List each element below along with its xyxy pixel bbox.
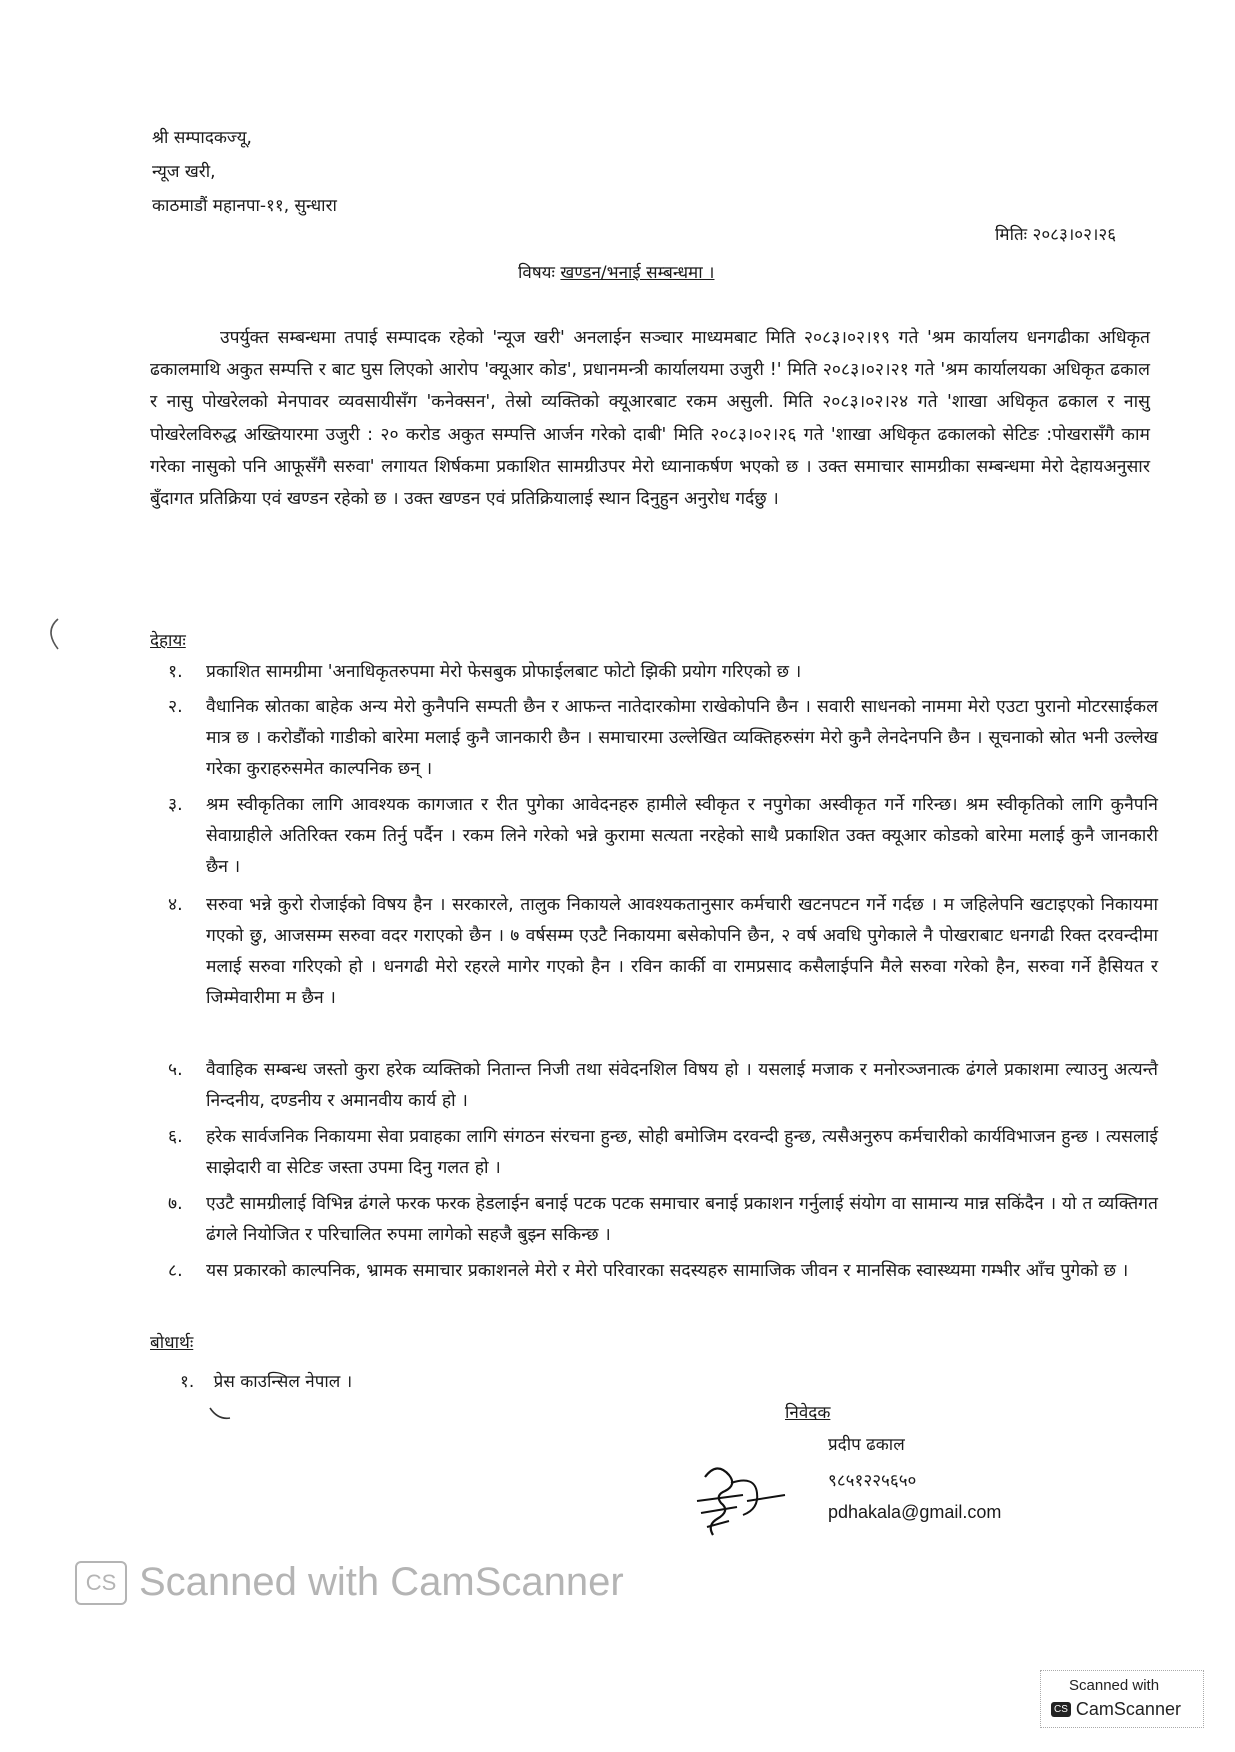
- signatory-name: प्रदीप ढकाल: [828, 1435, 905, 1455]
- camscanner-logo-icon: CS: [75, 1561, 127, 1605]
- address-line-1: श्री सम्पादकज्यू,: [152, 128, 252, 148]
- scan-bracket-mark: [42, 617, 62, 651]
- point-number: ५.: [168, 1060, 183, 1080]
- point-text: यस प्रकारको काल्पनिक, भ्रामक समाचार प्रकाशनले मेरो र मेरो परिवारका सदस्यहरु सामाजिक जीवन र मानसिक स्वास्थ्यमा गम्भीर आँच पुगेको छ ।: [206, 1261, 1129, 1281]
- point-item-1: [168, 657, 1158, 688]
- camscanner-watermark: [75, 1560, 624, 1605]
- address-line-3: काठमाडौं महानपा-११, सुन्धारा: [152, 196, 337, 216]
- point-number: २.: [168, 697, 183, 717]
- points-heading: देहायः: [150, 631, 186, 651]
- cc-number: १.: [180, 1372, 195, 1392]
- camscanner-badge-line2: CamScanner: [1075, 1699, 1181, 1719]
- intro-paragraph: उपर्युक्त सम्बन्धमा तपाई सम्पादक रहेको 'न्यूज खरी' अनलाईन सञ्चार माध्यमबाट मिति २०८३।०२।१९ गते 'श्रम कार्यालय धनगढीका अधिकृत ढकालमाथि अकुत सम्पत्ति र बाट घुस लिएको आरोप 'क्यूआर कोड', प्रधानमन्त्री कार्यालयमा उजुरी !' मिति २०८३।०२।२१ गते 'श्रम कार्यालयका अधिकृत ढकाल र नासु पोखरेलको मेनपावर व्यवसायीसँग 'कनेक्सन', तेस्रो व्यक्तिको क्यूआरबाट रकम असुली. मिति २०८३।०२।२४ गते 'शाखा अधिकृत ढकाल र नासु पोखरेलविरुद्ध अख्तियारमा उजुरी : २० करोड अकुत सम्पत्ति आर्जन गरेको दाबी' मिति २०८३।०२।२६ गते 'शाखा अधिकृत ढकालको सेटिङ :पोखरासँगै काम गरेका नासुको पनि आफूसँगै सरुवा' लगायत शिर्षकमा प्रकाशित सामग्रीउपर मेरो ध्यानाकर्षण भएको छ । उक्त समाचार सामग्रीका सम्बन्धमा मेरो देहायअनुसार बुँदागत प्रतिक्रिया एवं खण्डन रहेको छ । उक्त खण्डन एवं प्रतिक्रियालाई स्थान दिनुहुन अनुरोध गर्दछु ।: [150, 328, 1150, 510]
- subject-label: विषयः: [518, 263, 555, 283]
- point-text: श्रम स्वीकृतिका लागि आवश्यक कागजात र रीत पुगेका आवेदनहरु हामीले स्वीकृत र नपुगेका अस्वीकृत गर्ने गरिन्छ। श्रम स्वीकृतिको लागि कुनैपनि सेवाग्राहीले अतिरिक्त रकम तिर्नु पर्दैन । रकम लिने गरेको भन्ने कुरामा सत्यता नरहेको साथै प्रकाशित उक्त क्यूआर कोडको बारेमा मलाई कुनै जानकारी छैन ।: [206, 795, 1158, 877]
- point-text: वैवाहिक सम्बन्ध जस्तो कुरा हरेक व्यक्तिको नितान्त निजी तथा संवेदनशिल विषय हो । यसलाई मजाक र मनोरञ्जनात्क ढंगले प्रकाशमा ल्याउनु अत्यन्तै निन्दनीय, दण्डनीय र अमानवीय कार्य हो ।: [206, 1060, 1158, 1111]
- signatory-phone: ९८५१२२५६५०: [828, 1471, 917, 1491]
- camscanner-badge-line1: Scanned with: [1069, 1677, 1160, 1694]
- subject-line: [518, 260, 714, 283]
- point-number: ३.: [168, 795, 183, 815]
- cc-item: [180, 1369, 352, 1392]
- subject-text: खण्डन/भनाई सम्बन्धमा ।: [560, 263, 715, 283]
- point-item-5: [168, 1055, 1158, 1117]
- camscanner-watermark-text: Scanned with CamScanner: [139, 1560, 624, 1604]
- handwritten-signature: [685, 1455, 795, 1545]
- point-item-4: [168, 890, 1158, 1014]
- point-item-7: [168, 1189, 1158, 1251]
- point-number: ६.: [168, 1127, 183, 1147]
- point-number: ४.: [168, 895, 183, 915]
- cc-text: प्रेस काउन्सिल नेपाल ।: [213, 1372, 353, 1392]
- point-text: प्रकाशित सामग्रीमा 'अनाधिकृतरुपमा मेरो फेसबुक प्रोफाईलबाट फोटो झिकी प्रयोग गरिएको छ ।: [206, 662, 802, 682]
- camscanner-badge-logo-icon: CS: [1051, 1702, 1071, 1717]
- point-number: १.: [168, 662, 183, 682]
- point-item-2: [168, 692, 1158, 785]
- point-number: ८.: [168, 1261, 183, 1281]
- camscanner-badge: [1040, 1670, 1204, 1728]
- point-number: ७.: [168, 1194, 183, 1214]
- point-text: एउटै सामग्रीलाई विभिन्न ढंगले फरक फरक हेडलाईन बनाई पटक पटक समाचार बनाई प्रकाशन गर्नुलाई संयोग वा सामान्य मान्न सकिंदैन । यो त व्यक्तिगत ढंगले नियोजित र परिचालित रुपमा लागेको सहजै बुझ्न सकिन्छ ।: [206, 1194, 1158, 1245]
- address-line-2: न्यूज खरी,: [152, 162, 216, 182]
- point-item-6: [168, 1122, 1158, 1184]
- point-item-8: [168, 1256, 1158, 1287]
- cc-heading: बोधार्थः: [150, 1333, 194, 1353]
- point-text: हरेक सार्वजनिक निकायमा सेवा प्रवाहका लागि संगठन संरचना हुन्छ, सोही बमोजिम दरवन्दी हुन्छ, त्यसैअनुरुप कर्मचारीको कार्यविभाजन हुन्छ । त्यसलाई साझेदारी वा सेटिङ जस्ता उपमा दिनु गलत हो ।: [206, 1127, 1158, 1178]
- letter-date: मितिः २०८३।०२।२६: [995, 225, 1117, 245]
- signatory-title: निवेदक: [785, 1403, 831, 1423]
- scan-stroke-mark: [208, 1406, 232, 1422]
- point-text: वैधानिक स्रोतका बाहेक अन्य मेरो कुनैपनि सम्पती छैन र आफन्त नातेदारकोमा राखेकोपनि छैन । सवारी साधनको नाममा मेरो एउटा पुरानो मोटरसाईकल मात्र छ । करोडौंको गाडीको बारेमा मलाई कुनै जानकारी छैन । समाचारमा उल्लेखित व्यक्तिहरुसंग मेरो कुनै लेनदेनपनि छैन । सूचनाको स्रोत भनी उल्लेख गरेका कुराहरुसमेत काल्पनिक छन् ।: [206, 697, 1158, 779]
- signatory-email: pdhakala@gmail.com: [828, 1502, 1002, 1522]
- point-text: सरुवा भन्ने कुरो रोजाईको विषय हैन । सरकारले, तालुक निकायले आवश्यकतानुसार कर्मचारी खटनपटन गर्ने गर्दछ । म जहिलेपनि खटाइएको निकायमा गएको छु, आजसम्म सरुवा वदर गराएको छैन । ७ वर्षसम्म एउटै निकायमा बसेकोपनि छैन, २ वर्ष अवधि पुगेकाले नै पोखराबाट धनगढी रिक्त दरवन्दीमा मलाई सरुवा गरिएको हो । धनगढी मेरो रहरले मागेर गएको हैन । रविन कार्की वा रामप्रसाद कसैलाईपनि मैले सरुवा गरेको हैन, सरुवा गर्ने हैसियत र जिम्मेवारीमा म छैन ।: [206, 895, 1158, 1008]
- point-item-3: [168, 790, 1158, 883]
